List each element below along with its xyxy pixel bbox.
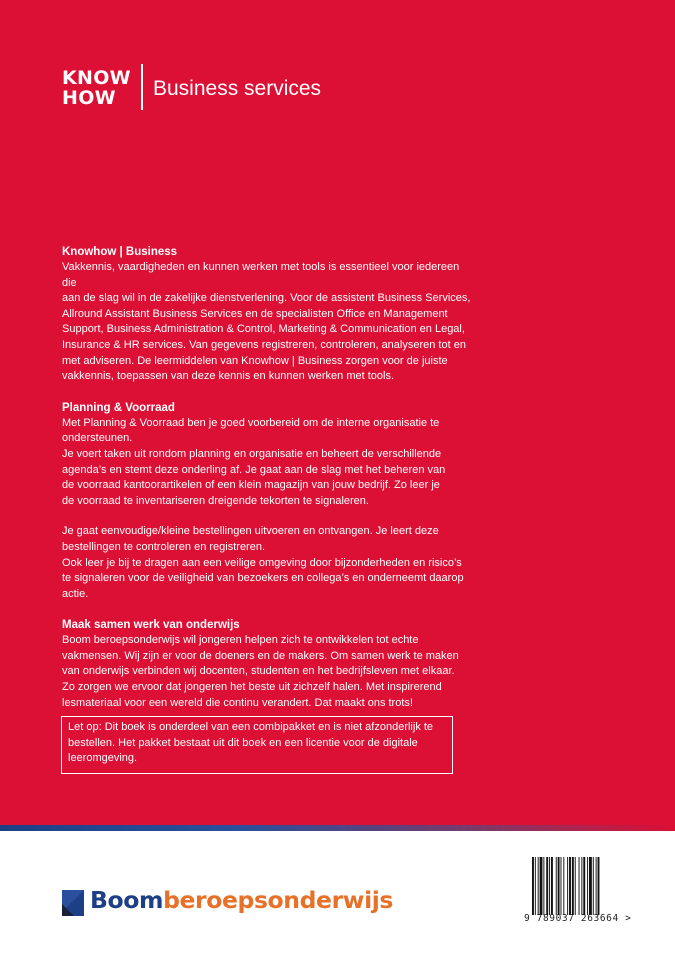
paragraph-line: Zo zorgen we ervoor dat jongeren het beste uit zichzelf halen. Met inspirerend	[62, 681, 442, 694]
barcode-bar	[563, 857, 564, 915]
paragraph-line: de voorraad kantoorartikelen of een klein magazijn van jouw bedrijf. Zo leer je	[62, 479, 440, 492]
barcode-bar	[593, 857, 594, 915]
logo-know-text: KNOW	[62, 67, 131, 89]
back-cover-text	[62, 244, 474, 711]
barcode-bar	[579, 857, 580, 915]
section-title: Knowhow | Business	[62, 246, 178, 258]
paragraph-line: actie.	[62, 587, 89, 600]
logo-divider	[141, 64, 143, 110]
barcode-bar	[549, 857, 550, 915]
series-title: Business services	[153, 77, 322, 100]
barcode-bar	[543, 857, 544, 915]
paragraph-line: Je voert taken uit rondom planning en organisatie en beheert de verschillende	[62, 447, 442, 460]
paragraph-line: vakmensen. Wij zijn er voor de doeners en de makers. Om samen werk te maken	[62, 649, 459, 662]
barcode-bar	[581, 857, 582, 915]
paragraph-line: Je gaat eenvoudige/kleine bestellingen uitvoeren en ontvangen. Je leert deze	[62, 525, 439, 538]
logo-how-text: HOW	[62, 87, 116, 109]
isbn-number: 9 789037 263664 >	[524, 913, 632, 924]
paragraph-line: Insurance & HR services. Van gegevens registreren, controleren, analyseren tot en	[62, 338, 466, 351]
paragraph-line: bestellingen te controleren en registreren.	[62, 540, 266, 553]
barcode-bar	[546, 857, 548, 915]
publisher-name-part1: Boom	[90, 886, 164, 914]
paragraph-line: Ook leer je bij te dragen aan een veilige omgeving door bijzonderheden en risico’s	[62, 556, 462, 569]
note-box	[61, 716, 453, 774]
publisher-name-part2: beroepsonderwijs	[163, 886, 393, 914]
paragraph-line: Allround Assistant Business Services en de specialisten Office en Management	[62, 307, 448, 320]
barcode-bar	[583, 857, 585, 915]
barcode-bar	[540, 857, 543, 915]
barcode-bar	[538, 857, 539, 915]
barcode-bar	[551, 857, 553, 915]
boom-mark-icon	[62, 890, 84, 916]
barcode-bar	[596, 857, 597, 915]
knowhow-logo	[62, 68, 131, 108]
barcode-bar	[589, 857, 592, 915]
paragraph-line: agenda’s en stemt deze onderling af. Je gaat aan de slag met het beheren van	[62, 463, 446, 476]
barcode-bar	[558, 857, 560, 915]
barcode-bar	[532, 857, 534, 915]
note-line: bestellen. Het pakket bestaat uit dit boek en een licentie voor de digitale	[68, 736, 418, 749]
note-line: leeromgeving.	[68, 752, 138, 765]
paragraph-line: Met Planning & Voorraad ben je goed voorbereid om de interne organisatie te	[62, 416, 440, 429]
barcode-bar	[561, 857, 562, 915]
gradient-band	[0, 825, 675, 831]
paragraph-line: lesmateriaal voor een wereld die continu verandert. Dat maakt ons trots!	[62, 696, 413, 709]
barcode-bar	[587, 857, 588, 915]
paragraph-line: Boom beroepsonderwijs wil jongeren helpen zich te ontwikkelen tot echte	[62, 634, 419, 647]
barcode-bar	[572, 857, 574, 915]
paragraph-line: aan de slag wil in de zakelijke dienstverlening. Voor de assistent Business Services,	[62, 292, 471, 305]
barcode-bar	[569, 857, 571, 915]
paragraph-line: van onderwijs verbinden wij docenten, studenten en het bedrijfsleven met elkaar.	[62, 665, 455, 678]
barcode-bar	[598, 857, 600, 915]
section-title: Planning & Voorraad	[62, 401, 175, 414]
paragraph-line: met adviseren. De leermiddelen van Knowhow | Business zorgen voor de juiste	[62, 354, 448, 367]
paragraph-line: de voorraad te inventariseren dreigende tekorten te signaleren.	[62, 494, 369, 507]
note-line: Let op: Dit boek is onderdeel van een combipakket en is niet afzonderlijk te	[68, 721, 434, 733]
barcode-bar	[535, 857, 536, 915]
section-title: Maak samen werk van onderwijs	[62, 619, 240, 632]
barcode-bar	[556, 857, 557, 915]
paragraph-line: te signaleren voor de veiligheid van bezoekers en collega’s en onderneemt daarop	[62, 572, 464, 585]
paragraph-line: Support, Business Administration & Control, Marketing & Communication en Legal,	[62, 323, 465, 336]
barcode-bar	[575, 857, 576, 915]
paragraph-line: ondersteunen.	[62, 432, 133, 445]
barcode-icon	[532, 857, 622, 915]
barcode-bar	[567, 857, 568, 915]
paragraph-line: Vakkennis, vaardigheden en kunnen werken met tools is essentieel voor iedereen die	[62, 261, 460, 289]
paragraph-line: vakkennis, toepassen van deze kennis en kunnen werken met tools.	[62, 370, 395, 383]
